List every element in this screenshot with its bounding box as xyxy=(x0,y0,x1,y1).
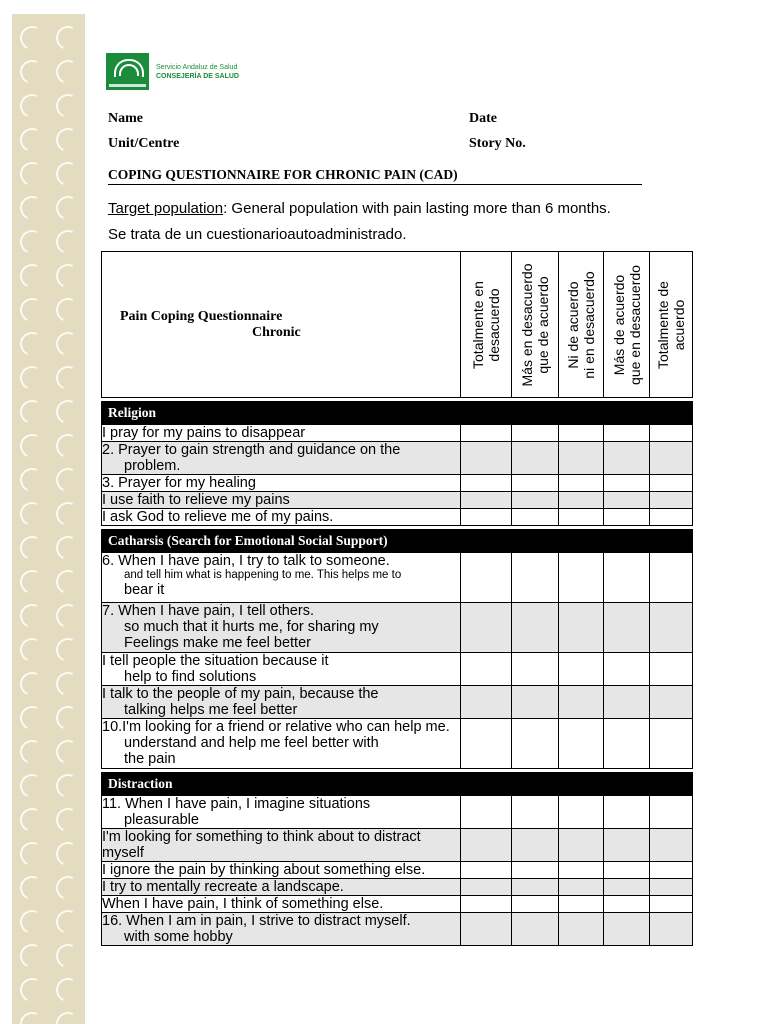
question-line-1: I try to mentally recreate a landscape. xyxy=(102,879,344,895)
answer-cell[interactable] xyxy=(604,913,650,946)
swirl-ornament-icon xyxy=(17,567,48,598)
question-line-1: 10.I'm looking for a friend or relative who can help me. xyxy=(102,719,450,735)
section-title: Distraction xyxy=(102,773,693,796)
answer-cell[interactable] xyxy=(559,492,604,509)
swirl-ornament-icon xyxy=(17,635,48,666)
answer-cell[interactable] xyxy=(559,896,604,913)
answer-cell[interactable] xyxy=(650,442,693,475)
answer-cell[interactable] xyxy=(559,603,604,653)
section-header xyxy=(102,530,693,553)
question-text-cell xyxy=(102,796,461,829)
logo-line-2: CONSEJERÍA DE SALUD xyxy=(156,72,239,80)
swirl-ornament-icon xyxy=(53,57,84,88)
question-line-3: Feelings make me feel better xyxy=(124,635,311,651)
answer-cell[interactable] xyxy=(604,442,650,475)
swirl-ornament-icon xyxy=(53,839,84,870)
answer-cell[interactable] xyxy=(604,686,650,719)
table-title-cell xyxy=(102,252,461,398)
swirl-ornament-icon xyxy=(53,125,84,156)
swirl-ornament-icon xyxy=(17,601,48,632)
answer-cell[interactable] xyxy=(604,796,650,829)
answer-cell[interactable] xyxy=(461,896,512,913)
answer-cell[interactable] xyxy=(650,879,693,896)
swirl-ornament-icon xyxy=(17,261,48,292)
questionnaire-table xyxy=(101,251,693,946)
logo-text xyxy=(156,63,239,81)
answer-cell[interactable] xyxy=(512,796,559,829)
answer-cell[interactable] xyxy=(512,553,559,603)
answer-cell[interactable] xyxy=(461,603,512,653)
answer-cell[interactable] xyxy=(559,796,604,829)
question-row xyxy=(102,509,693,526)
swirl-ornament-icon xyxy=(17,431,48,462)
question-line-1: I talk to the people of my pain, because the xyxy=(102,686,379,702)
answer-cell[interactable] xyxy=(461,509,512,526)
answer-cell[interactable] xyxy=(512,492,559,509)
question-text-cell xyxy=(102,509,461,526)
answer-cell[interactable] xyxy=(512,862,559,879)
question-line-1: I pray for my pains to disappear xyxy=(102,425,306,441)
answer-cell[interactable] xyxy=(461,425,512,442)
question-line-1: 7. When I have pain, I tell others. xyxy=(102,603,314,619)
swirl-ornament-icon xyxy=(17,669,48,700)
column-header-5: Totalmente de acuerdo xyxy=(650,252,693,398)
answer-cell[interactable] xyxy=(650,475,693,492)
section-title: Catharsis (Search for Emotional Social Support) xyxy=(102,530,693,553)
swirl-ornament-icon xyxy=(53,499,84,530)
answer-cell[interactable] xyxy=(461,862,512,879)
answer-cell[interactable] xyxy=(604,653,650,686)
question-line-2: and tell him what is happening to me. This helps me to xyxy=(124,569,402,581)
question-line-1: I ask God to relieve me of my pains. xyxy=(102,509,334,525)
swirl-ornament-icon xyxy=(53,975,84,1006)
question-line-1: I ignore the pain by thinking about something else. xyxy=(102,862,426,878)
question-text-cell xyxy=(102,862,461,879)
answer-cell[interactable] xyxy=(650,829,693,862)
answer-cell[interactable] xyxy=(604,862,650,879)
answer-cell[interactable] xyxy=(559,653,604,686)
question-row xyxy=(102,603,693,653)
answer-cell[interactable] xyxy=(559,686,604,719)
section-header xyxy=(102,773,693,796)
question-row xyxy=(102,879,693,896)
question-text-cell xyxy=(102,425,461,442)
question-row xyxy=(102,796,693,829)
question-row xyxy=(102,719,693,769)
answer-cell[interactable] xyxy=(512,475,559,492)
question-text-cell xyxy=(102,686,461,719)
swirl-ornament-icon xyxy=(17,465,48,496)
swirl-ornament-icon xyxy=(17,329,48,360)
question-text-cell xyxy=(102,879,461,896)
question-row xyxy=(102,425,693,442)
swirl-ornament-icon xyxy=(53,23,84,54)
swirl-ornament-icon xyxy=(17,737,48,768)
question-row xyxy=(102,896,693,913)
swirl-ornament-icon xyxy=(17,975,48,1006)
answer-cell[interactable] xyxy=(559,829,604,862)
column-header-3: Ni de acuerdo ni en desacuerdo xyxy=(559,252,604,398)
swirl-ornament-icon xyxy=(53,193,84,224)
question-text-cell xyxy=(102,896,461,913)
swirl-ornament-icon xyxy=(17,771,48,802)
question-line-1: 2. Prayer to gain strength and guidance on the xyxy=(102,442,401,458)
question-line-1: 16. When I am in pain, I strive to distract myself. xyxy=(102,913,411,929)
answer-cell[interactable] xyxy=(650,913,693,946)
answer-cell[interactable] xyxy=(604,603,650,653)
swirl-ornament-icon xyxy=(53,873,84,904)
swirl-ornament-icon xyxy=(53,227,84,258)
decorative-side-strip xyxy=(12,14,85,1024)
date-label: Date xyxy=(469,111,497,126)
answer-cell[interactable] xyxy=(650,796,693,829)
swirl-ornament-icon xyxy=(17,907,48,938)
question-text-cell xyxy=(102,475,461,492)
question-line-2: help to find solutions xyxy=(124,669,257,685)
answer-cell[interactable] xyxy=(512,829,559,862)
answer-cell[interactable] xyxy=(512,913,559,946)
question-line-2: problem. xyxy=(124,458,181,474)
swirl-ornament-icon xyxy=(17,295,48,326)
question-line-1: When I have pain, I think of something else. xyxy=(102,896,384,912)
answer-cell[interactable] xyxy=(650,862,693,879)
junta-logo xyxy=(106,53,239,90)
answer-cell[interactable] xyxy=(512,879,559,896)
question-row xyxy=(102,913,693,946)
answer-cell[interactable] xyxy=(461,913,512,946)
question-row xyxy=(102,553,693,603)
swirl-ornament-icon xyxy=(17,227,48,258)
answer-cell[interactable] xyxy=(650,553,693,603)
answer-cell[interactable] xyxy=(559,879,604,896)
swirl-ornament-icon xyxy=(17,363,48,394)
swirl-ornament-icon xyxy=(53,771,84,802)
self-admin-note: Se trata de un cuestionarioautoadministrado. xyxy=(108,226,407,243)
question-line-3: the pain xyxy=(124,751,176,767)
question-line-2: pleasurable xyxy=(124,812,199,828)
swirl-ornament-icon xyxy=(17,125,48,156)
answer-cell[interactable] xyxy=(604,719,650,769)
question-row xyxy=(102,475,693,492)
swirl-ornament-icon xyxy=(53,567,84,598)
answer-cell[interactable] xyxy=(559,862,604,879)
swirl-ornament-icon xyxy=(17,397,48,428)
answer-cell[interactable] xyxy=(461,492,512,509)
answer-cell[interactable] xyxy=(461,653,512,686)
question-line-3: bear it xyxy=(124,582,165,598)
answer-cell[interactable] xyxy=(559,913,604,946)
answer-cell[interactable] xyxy=(461,829,512,862)
question-text-cell xyxy=(102,492,461,509)
swirl-ornament-icon xyxy=(53,805,84,836)
answer-cell[interactable] xyxy=(461,553,512,603)
answer-cell[interactable] xyxy=(512,442,559,475)
logo-line-1: Servicio Andaluz de Salud xyxy=(156,63,238,71)
section-header xyxy=(102,402,693,425)
swirl-ornament-icon xyxy=(53,159,84,190)
question-line-1: 3. Prayer for my healing xyxy=(102,475,256,491)
answer-cell[interactable] xyxy=(512,603,559,653)
section-title: Religion xyxy=(102,402,693,425)
question-line-2: with some hobby xyxy=(124,929,233,945)
answer-cell[interactable] xyxy=(461,719,512,769)
answer-cell[interactable] xyxy=(461,442,512,475)
swirl-ornament-icon xyxy=(17,57,48,88)
swirl-ornament-icon xyxy=(17,23,48,54)
swirl-ornament-icon xyxy=(17,533,48,564)
answer-cell[interactable] xyxy=(512,896,559,913)
table-title-line-1: Pain Coping Questionnaire xyxy=(120,309,283,324)
swirl-ornament-icon xyxy=(53,941,84,972)
question-text-cell xyxy=(102,603,461,653)
question-line-2: understand and help me feel better with xyxy=(124,735,379,751)
question-text-cell xyxy=(102,719,461,769)
answer-cell[interactable] xyxy=(461,686,512,719)
swirl-ornament-icon xyxy=(53,363,84,394)
question-row xyxy=(102,492,693,509)
answer-cell[interactable] xyxy=(559,553,604,603)
swirl-ornament-icon xyxy=(17,193,48,224)
swirl-ornament-icon xyxy=(53,261,84,292)
question-row xyxy=(102,829,693,862)
question-line-1: 11. When I have pain, I imagine situations xyxy=(102,796,371,812)
question-text-cell xyxy=(102,553,461,603)
answer-cell[interactable] xyxy=(559,442,604,475)
question-text-cell xyxy=(102,442,461,475)
answer-cell[interactable] xyxy=(604,492,650,509)
question-line-1: 6. When I have pain, I try to talk to someone. xyxy=(102,553,390,569)
name-label: Name xyxy=(108,111,143,126)
swirl-ornament-icon xyxy=(53,91,84,122)
answer-cell[interactable] xyxy=(559,719,604,769)
swirl-ornament-icon xyxy=(53,397,84,428)
answer-cell[interactable] xyxy=(604,879,650,896)
question-text-cell xyxy=(102,829,461,862)
swirl-ornament-icon xyxy=(53,533,84,564)
question-row xyxy=(102,686,693,719)
story-label: Story No. xyxy=(469,136,526,151)
answer-cell[interactable] xyxy=(604,553,650,603)
swirl-ornament-icon xyxy=(17,1009,48,1024)
logo-emblem-icon xyxy=(106,53,149,90)
answer-cell[interactable] xyxy=(512,653,559,686)
swirl-ornament-icon xyxy=(53,1009,84,1024)
question-row xyxy=(102,862,693,879)
answer-cell[interactable] xyxy=(461,879,512,896)
question-line-2: so much that it hurts me, for sharing my xyxy=(124,619,379,635)
column-header-2: Más en desacuerdo que de acuerdo xyxy=(512,252,559,398)
swirl-ornament-icon xyxy=(17,499,48,530)
answer-cell[interactable] xyxy=(604,475,650,492)
question-text-cell xyxy=(102,913,461,946)
answer-cell[interactable] xyxy=(559,475,604,492)
answer-cell[interactable] xyxy=(650,509,693,526)
answer-cell[interactable] xyxy=(559,425,604,442)
answer-cell[interactable] xyxy=(512,425,559,442)
swirl-ornament-icon xyxy=(17,873,48,904)
answer-cell[interactable] xyxy=(650,896,693,913)
table-header-row xyxy=(102,252,693,398)
document-title: COPING QUESTIONNAIRE FOR CHRONIC PAIN (CAD) xyxy=(108,167,642,185)
swirl-ornament-icon xyxy=(53,907,84,938)
swirl-ornament-icon xyxy=(17,805,48,836)
answer-cell[interactable] xyxy=(461,475,512,492)
swirl-ornament-icon xyxy=(53,669,84,700)
swirl-ornament-icon xyxy=(53,703,84,734)
answer-cell[interactable] xyxy=(512,509,559,526)
swirl-ornament-icon xyxy=(17,91,48,122)
target-text: : General population with pain lasting more than 6 months. xyxy=(223,200,611,217)
answer-cell[interactable] xyxy=(650,425,693,442)
question-line-1: I tell people the situation because it xyxy=(102,653,329,669)
answer-cell[interactable] xyxy=(512,719,559,769)
answer-cell[interactable] xyxy=(604,829,650,862)
answer-cell[interactable] xyxy=(650,603,693,653)
answer-cell[interactable] xyxy=(559,509,604,526)
target-population xyxy=(108,200,611,217)
answer-cell[interactable] xyxy=(461,796,512,829)
swirl-ornament-icon xyxy=(53,601,84,632)
target-label: Target population xyxy=(108,200,224,217)
swirl-ornament-icon xyxy=(17,839,48,870)
swirl-ornament-icon xyxy=(17,941,48,972)
question-text-cell xyxy=(102,653,461,686)
answer-cell[interactable] xyxy=(604,425,650,442)
swirl-ornament-icon xyxy=(53,635,84,666)
table-title-line-2: Chronic xyxy=(252,325,301,340)
swirl-ornament-icon xyxy=(53,295,84,326)
unit-label: Unit/Centre xyxy=(108,136,180,151)
column-header-1: Totalmente en desacuerdo xyxy=(461,252,512,398)
swirl-ornament-icon xyxy=(53,737,84,768)
answer-cell[interactable] xyxy=(604,896,650,913)
answer-cell[interactable] xyxy=(650,492,693,509)
answer-cell[interactable] xyxy=(650,653,693,686)
answer-cell[interactable] xyxy=(650,719,693,769)
question-line-2: talking helps me feel better xyxy=(124,702,298,718)
question-line-1: I'm looking for something to think about to distract myself xyxy=(102,829,421,861)
answer-cell[interactable] xyxy=(512,686,559,719)
swirl-ornament-icon xyxy=(53,465,84,496)
swirl-ornament-icon xyxy=(53,431,84,462)
question-row xyxy=(102,653,693,686)
column-header-4: Más de acuerdo que en desacuerdo xyxy=(604,252,650,398)
question-row xyxy=(102,442,693,475)
swirl-ornament-icon xyxy=(53,329,84,360)
swirl-ornament-icon xyxy=(17,159,48,190)
answer-cell[interactable] xyxy=(604,509,650,526)
question-line-1: I use faith to relieve my pains xyxy=(102,492,290,508)
swirl-ornament-icon xyxy=(17,703,48,734)
answer-cell[interactable] xyxy=(650,686,693,719)
